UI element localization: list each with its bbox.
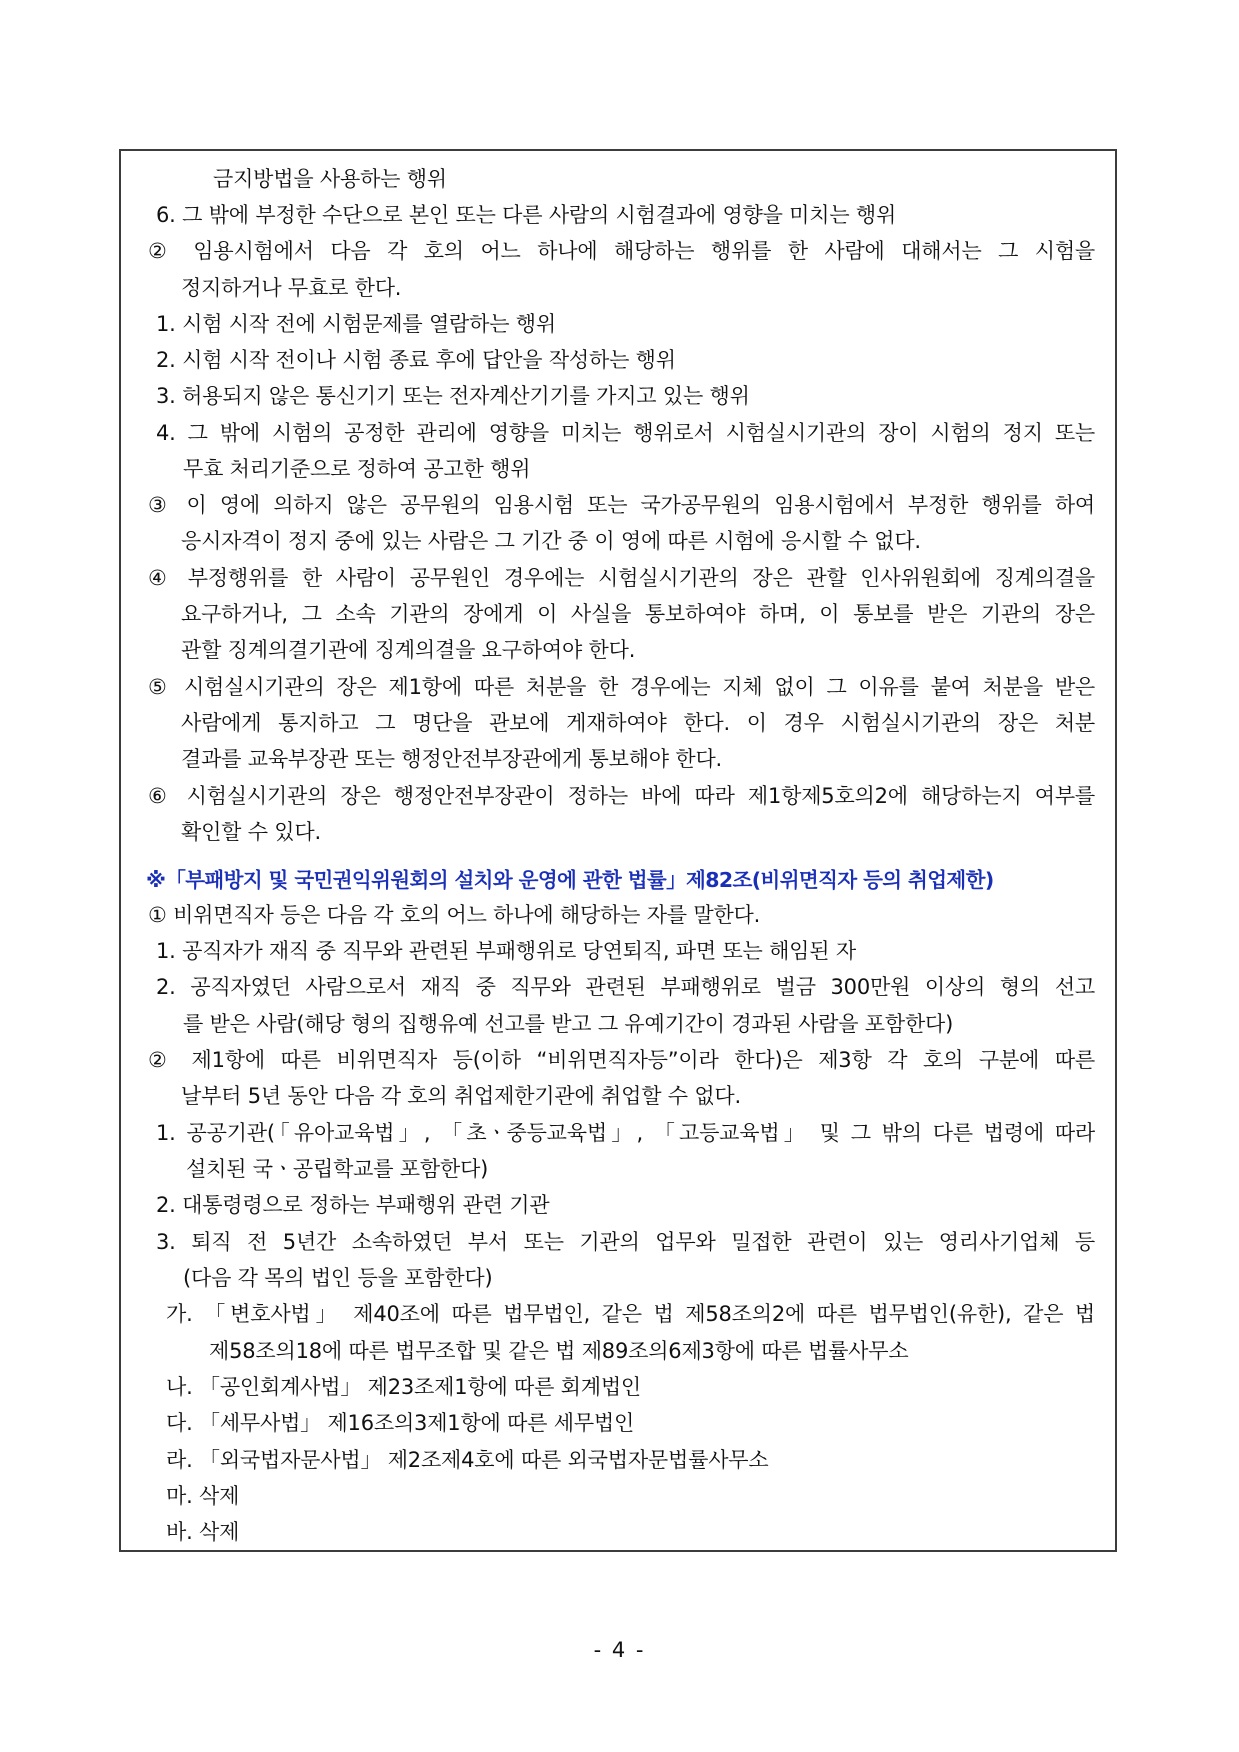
text-line: 다. 「세무사법」 제16조의3제1항에 따른 세무법인 [166,1411,635,1435]
text-line: 결과를 교육부장관 또는 행정안전부장관에게 통보해야 한다. [181,747,722,771]
page-number: - 4 - [593,1638,646,1662]
text-line: 관할 징계의결기관에 징계의결을 요구하여야 한다. [181,638,636,662]
text-line: 1. 공직자가 재직 중 직무와 관련된 부패행위로 당연퇴직, 파면 또는 해임된 자 [156,939,856,963]
text-line: 금지방법을 사용하는 행위 [213,167,447,191]
text-line: ⑤ 시험실시기관의 장은 제1항에 따른 처분을 한 경우에는 지체 없이 그 이유를 붙여 처분을 받은 [148,675,1095,699]
text-line: 응시자격이 정지 중에 있는 사람은 그 기간 중 이 영에 따른 시험에 응시할 수 없다. [181,529,921,553]
text-line: 사람에게 통지하고 그 명단을 관보에 게재하여야 한다. 이 경우 시험실시기관의 장은 처분 [181,711,1095,735]
text-line: 마. 삭제 [166,1484,240,1508]
text-line: 날부터 5년 동안 다음 각 호의 취업제한기관에 취업할 수 없다. [181,1084,741,1108]
text-line: 2. 공직자였던 사람으로서 재직 중 직무와 관련된 부패행위로 벌금 300만원 이상의 형의 선고 [156,975,1095,999]
text-line: 바. 삭제 [166,1520,240,1544]
text-line: 라. 「외국법자문사법」 제2조제4호에 따른 외국법자문법률사무소 [166,1448,769,1472]
text-line: 무효 처리기준으로 정하여 공고한 행위 [183,457,531,481]
text-line: 가. 「변호사법」 제40조에 따른 법무법인, 같은 법 제58조의2에 따른 법무법인(유한), 같은 법 [166,1302,1095,1326]
text-line: 요구하거나, 그 소속 기관의 장에게 이 사실을 통보하여야 하며, 이 통보를 받은 기관의 장은 [181,602,1095,626]
text-line: 설치된 국ㆍ공립학교를 포함한다) [186,1157,489,1181]
text-line: 1. 시험 시작 전에 시험문제를 열람하는 행위 [156,312,556,336]
text-line: 2. 대통령령으로 정하는 부패행위 관련 기관 [156,1193,550,1217]
text-line: ② 임용시험에서 다음 각 호의 어느 하나에 해당하는 행위를 한 사람에 대해서는 그 시험을 [148,239,1095,263]
text-line: 2. 시험 시작 전이나 시험 종료 후에 답안을 작성하는 행위 [156,348,676,372]
text-line: 를 받은 사람(해당 형의 집행유예 선고를 받고 그 유예기간이 경과된 사람을 포함한다) [183,1012,954,1036]
text-line: 6. 그 밖에 부정한 수단으로 본인 또는 다른 사람의 시험결과에 영향을 미치는 행위 [156,203,897,227]
text-line: 나. 「공인회계사법」 제23조제1항에 따른 회계법인 [166,1375,642,1399]
text-line: ① 비위면직자 등은 다음 각 호의 어느 하나에 해당하는 자를 말한다. [148,903,761,927]
text-line: ② 제1항에 따른 비위면직자 등(이하 “비위면직자등”이라 한다)은 제3항 각 호의 구분에 따른 [148,1048,1095,1072]
text-line: 정지하거나 무효로 한다. [181,276,402,300]
text-line: 1. 공공기관(「유아교육법」, 「초ㆍ중등교육법」, 「고등교육법」 및 그 밖의 다른 법령에 따라 [156,1121,1095,1145]
text-line: 4. 그 밖에 시험의 공정한 관리에 영향을 미치는 행위로서 시험실시기관의 장이 시험의 정지 또는 [156,421,1095,445]
text-line: 3. 허용되지 않은 통신기기 또는 전자계산기기를 가지고 있는 행위 [156,384,750,408]
text-line: 확인할 수 있다. [181,820,321,844]
text-line: 제58조의18에 따른 법무조합 및 같은 법 제89조의6제3항에 따른 법률사무소 [209,1339,909,1363]
text-line: ③ 이 영에 의하지 않은 공무원의 임용시험 또는 국가공무원의 임용시험에서 부정한 행위를 하여 [148,493,1095,517]
text-line: ④ 부정행위를 한 사람이 공무원인 경우에는 시험실시기관의 장은 관할 인사위원회에 징계의결을 [148,566,1095,590]
text-line: (다음 각 목의 법인 등을 포함한다) [183,1266,493,1290]
section-heading: ※「부패방지 및 국민권익위원회의 설치와 운영에 관한 법률」제82조(비위면직자 등의 취업제한) [146,868,994,892]
text-line: ⑥ 시험실시기관의 장은 행정안전부장관이 정하는 바에 따라 제1항제5호의2에 해당하는지 여부를 [148,784,1095,808]
text-line: 3. 퇴직 전 5년간 소속하였던 부서 또는 기관의 업무와 밀접한 관련이 있는 영리사기업체 등 [156,1230,1095,1254]
